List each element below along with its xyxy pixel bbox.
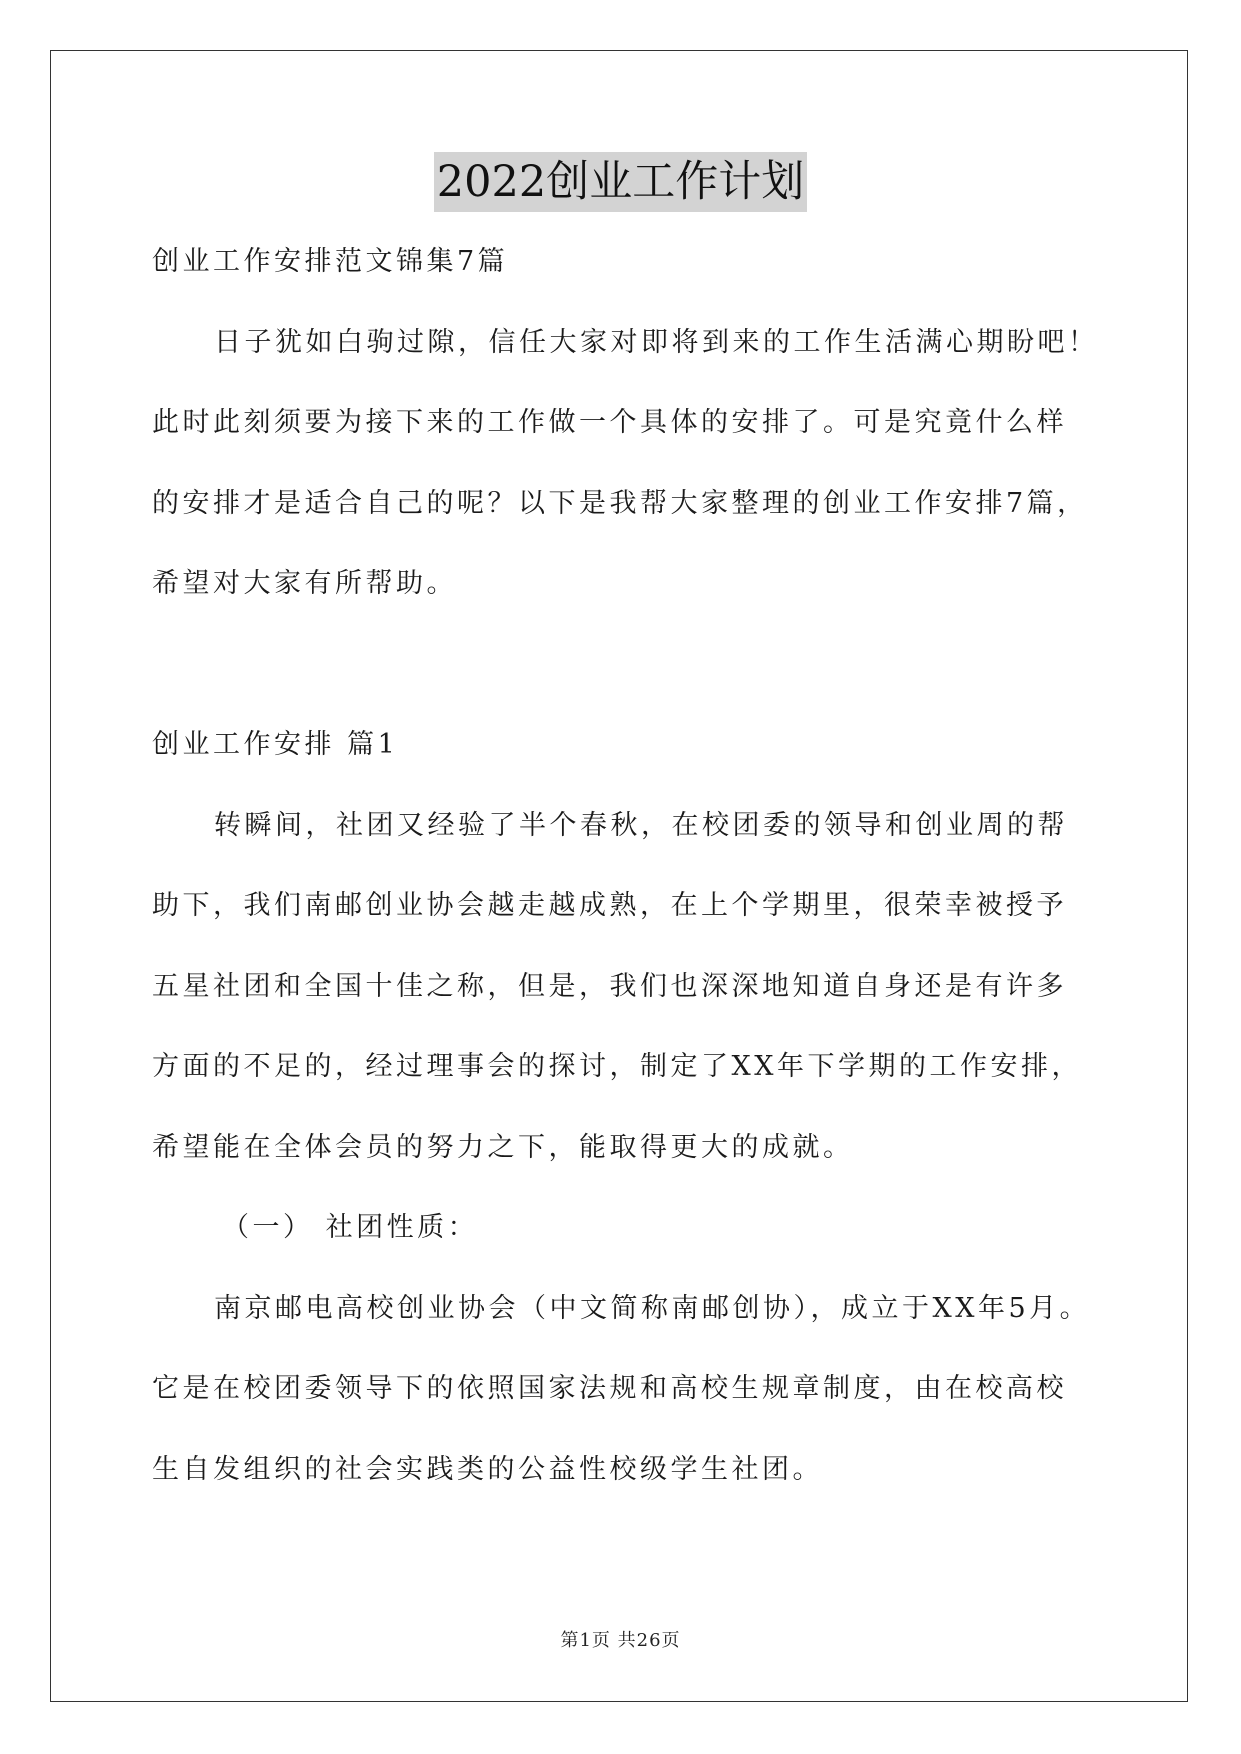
section-heading: 创业工作安排 篇1 [152, 729, 399, 760]
paragraph-line: 希望对大家有所帮助。 [152, 568, 457, 599]
page-footer: 第1页 共26页 [560, 1630, 681, 1651]
paragraph-line: 它是在校团委领导下的依照国家法规和高校生规章制度，由在校高校 [152, 1373, 1067, 1404]
paragraph-line: 五星社团和全国十佳之称，但是，我们也深深地知道自身还是有许多 [152, 970, 1067, 1002]
paragraph-line: 此时此刻须要为接下来的工作做一个具体的安排了。可是究竟什么样 [152, 407, 1067, 438]
subsection-heading: （一） 社团性质： [222, 1212, 479, 1243]
title-container [0, 152, 1241, 212]
paragraph-line: 转瞬间，社团又经验了半个春秋，在校团委的领导和创业周的帮 [214, 809, 1068, 841]
paragraph-line: 助下，我们南邮创业协会越走越成熟，在上个学期里，很荣幸被授予 [152, 890, 1067, 921]
blank-line [152, 639, 1092, 720]
paragraph-line: 生自发组织的社会实践类的公益性校级学生社团。 [152, 1453, 823, 1485]
paragraph-line: 的安排才是适合自己的呢？以下是我帮大家整理的创业工作安排7篇， [152, 487, 1088, 519]
paragraph-line: 南京邮电高校创业协会（中文简称南邮创协），成立于XX年5月。 [214, 1292, 1091, 1324]
document-body [152, 236, 1099, 1524]
document-title: 2022创业工作计划 [434, 152, 807, 212]
paragraph-line: 日子犹如白驹过隙，信任大家对即将到来的工作生活满心期盼吧！ [214, 326, 1099, 358]
paragraph-line: 希望能在全体会员的努力之下，能取得更大的成就。 [152, 1131, 854, 1163]
paragraph-line: 方面的不足的，经过理事会的探讨，制定了XX年下学期的工作安排， [152, 1051, 1082, 1082]
subtitle-line: 创业工作安排范文锦集7篇 [152, 246, 509, 277]
